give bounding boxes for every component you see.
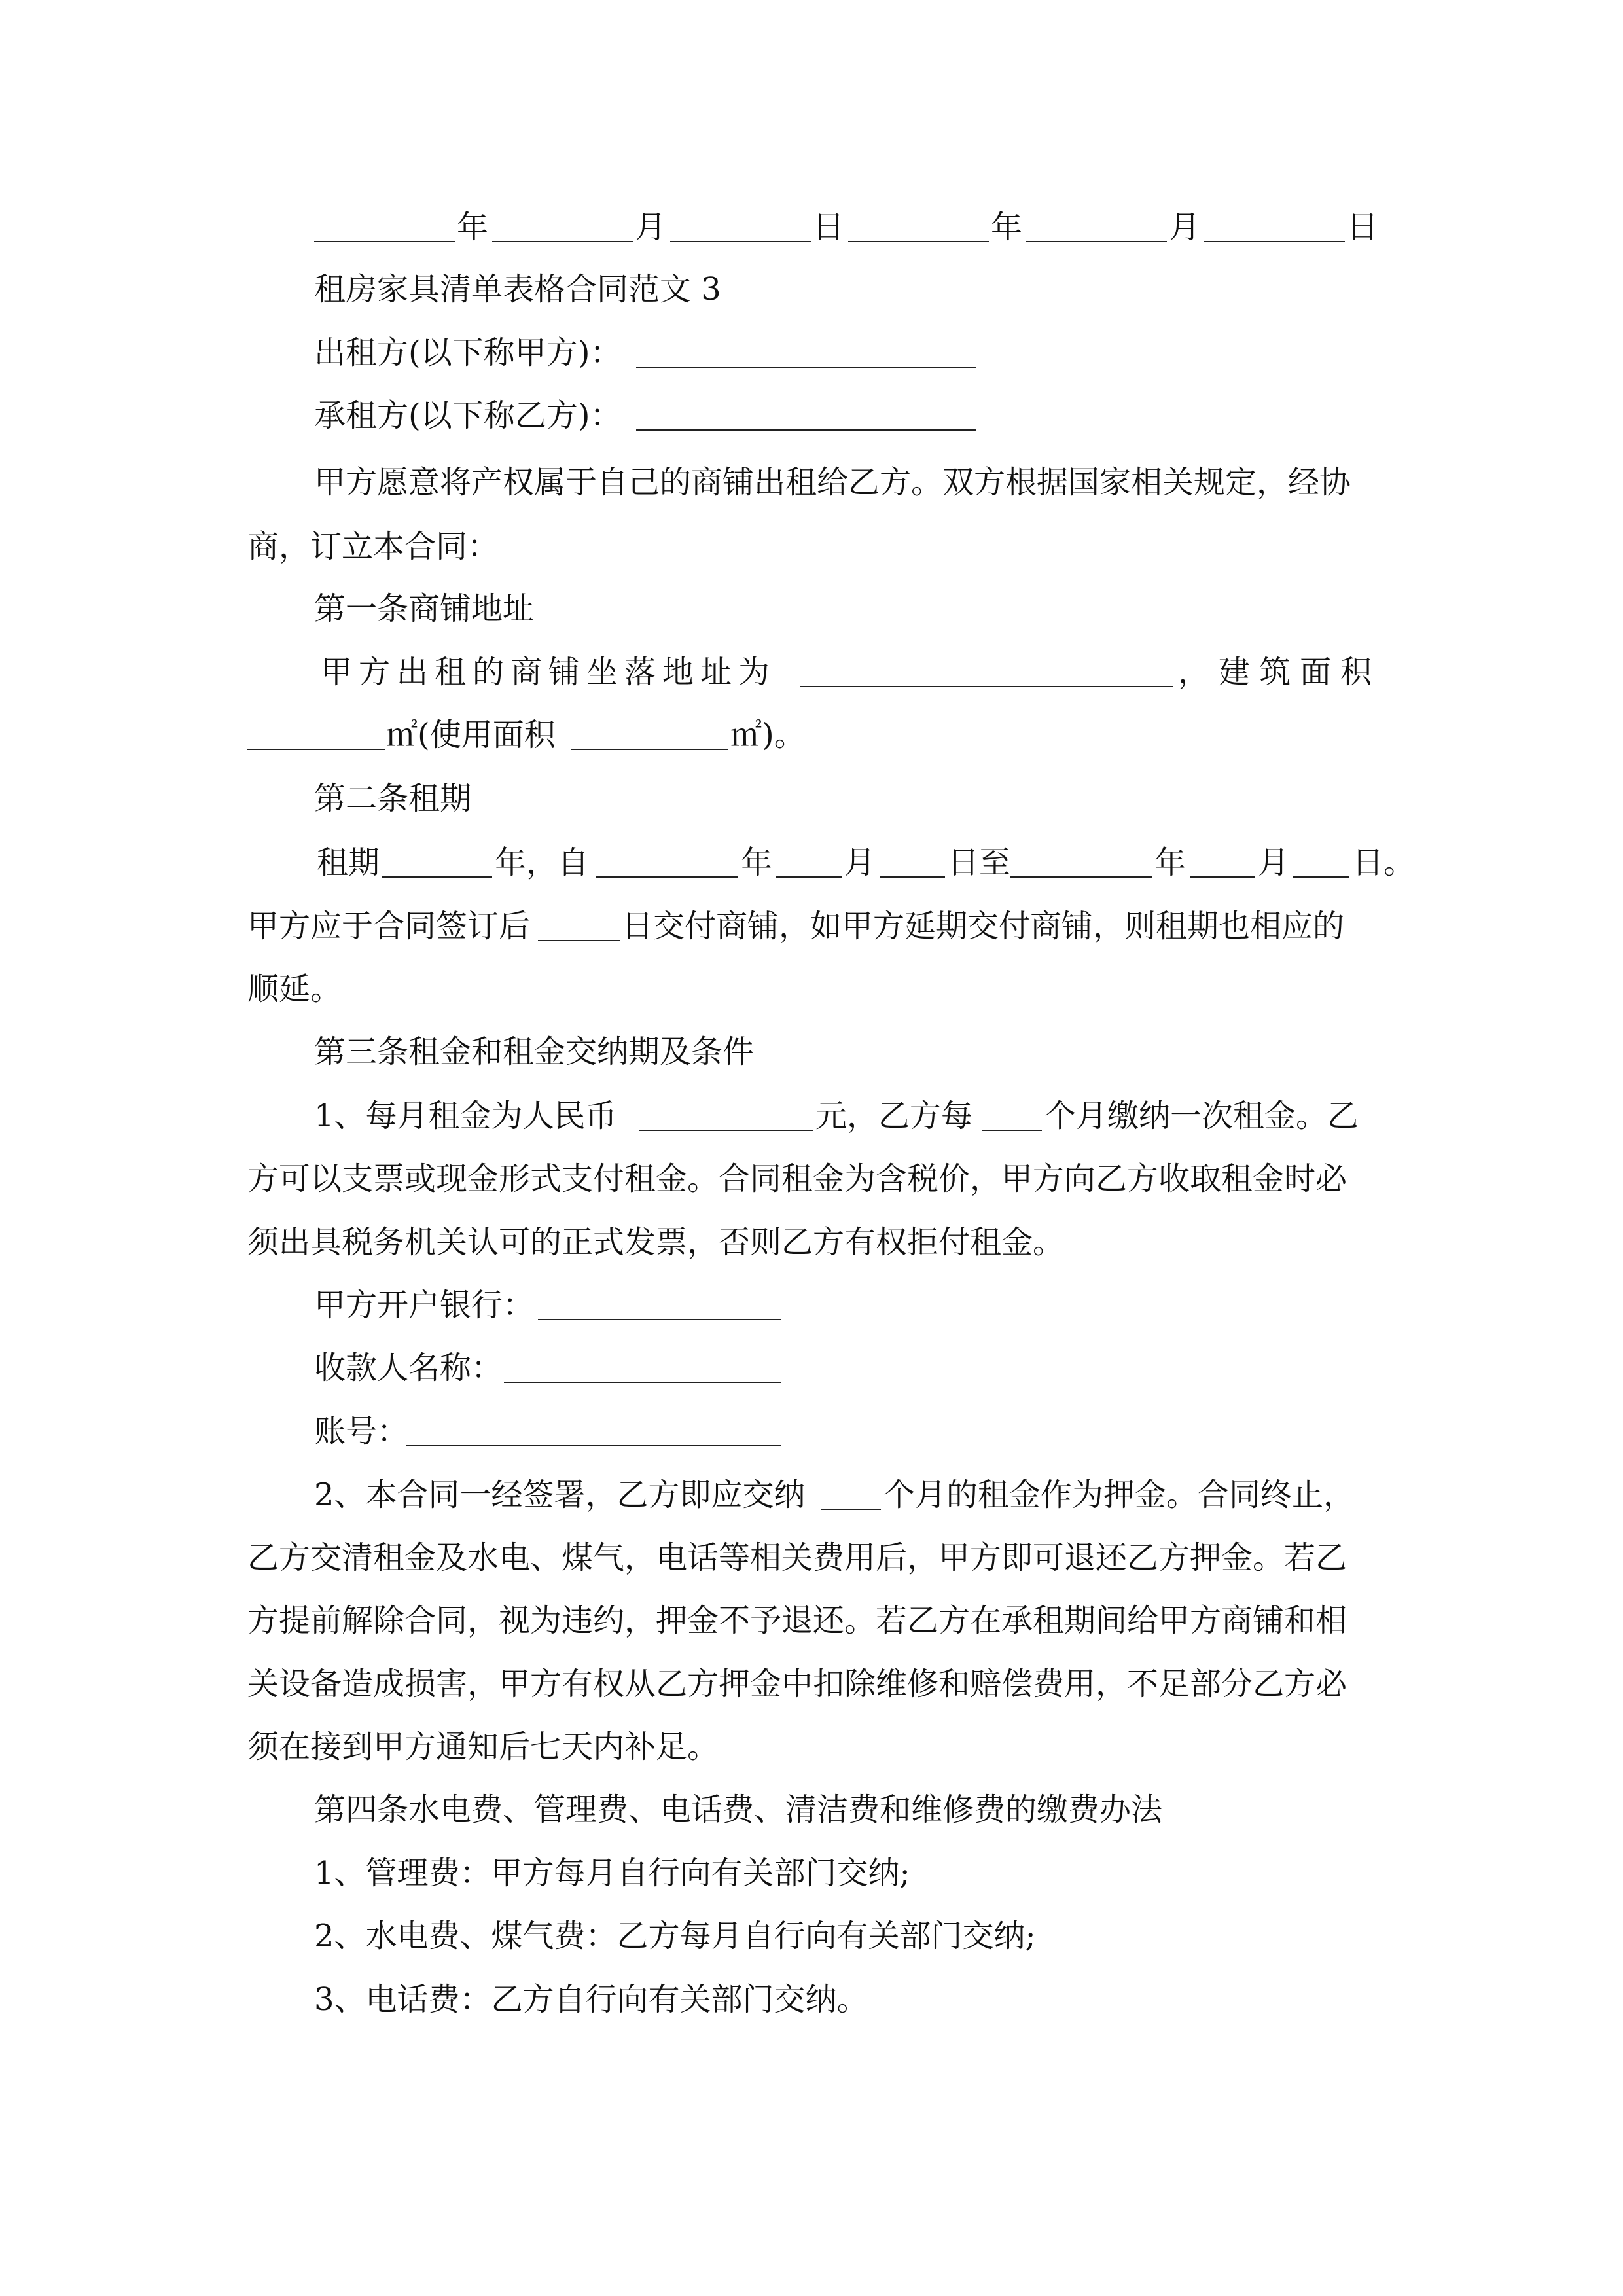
to-year-label: 年	[1154, 844, 1186, 881]
building-area-blank	[247, 749, 385, 750]
article-2-heading-text: 第二条租期	[314, 780, 472, 817]
article-1-line-2	[0, 702, 1623, 768]
term-from-label: 年，自	[495, 844, 590, 881]
article-3-item-2-line-1	[0, 1462, 1623, 1528]
article-2-line-1	[0, 830, 1623, 895]
lessee-label: 承租方(以下称乙方)：	[314, 397, 622, 434]
month-label-2: 月	[1169, 209, 1201, 245]
blank-day-2	[1204, 241, 1345, 242]
article-3-item-1-line-2	[0, 1146, 1623, 1211]
article-1-heading-text: 第一条商铺地址	[314, 590, 535, 627]
from-year-blank	[596, 876, 738, 878]
rent-frequency-label: 个月缴纳一次租金。乙	[1044, 1098, 1359, 1134]
article-4-heading	[0, 1777, 1623, 1842]
rent-label: 1、每月租金为人民币	[314, 1098, 617, 1134]
delivery-days-blank	[538, 940, 620, 941]
month-label-1: 月	[635, 209, 667, 245]
document-title	[0, 257, 1623, 322]
day-label-1: 日	[813, 209, 845, 245]
to-day-label: 日。	[1352, 844, 1416, 881]
delivery-text: 日交付商铺，如甲方延期交付商铺，则租期也相应的	[622, 908, 1345, 944]
day-label-2: 日	[1347, 209, 1379, 245]
blank-year-1	[314, 241, 455, 242]
rent-unit-label: 元，乙方每	[815, 1098, 973, 1134]
deposit-months-blank	[821, 1509, 881, 1510]
term-label: 租期	[317, 844, 380, 881]
utilities-fee-text: 2、水电费、煤气费：乙方每月自行向有关部门交纳;	[314, 1918, 1036, 1954]
phone-fee-text: 3、电话费：乙方自行向有关部门交纳。	[314, 1981, 868, 2018]
deposit-text-5: 须在接到甲方通知后七天内补足。	[247, 1729, 719, 1765]
article-3-item-1-line-3	[0, 1210, 1623, 1275]
article-3-item-2-line-2	[0, 1525, 1623, 1590]
management-fee-text: 1、管理费：甲方每月自行向有关部门交纳;	[314, 1855, 910, 1892]
intro-line-2	[0, 514, 1623, 579]
lessor-label: 出租方(以下称甲方)：	[314, 334, 622, 371]
title-text: 租房家具清单表格合同范文 3	[314, 271, 721, 308]
article-2-line-3	[0, 956, 1623, 1022]
lessor-line	[0, 320, 1623, 386]
from-month-label: 月	[844, 844, 876, 881]
deposit-text-2: 乙方交清租金及水电、煤气，电话等相关费用后，甲方即可退还乙方押金。若乙	[247, 1539, 1347, 1576]
deposit-label: 2、本合同一经签署，乙方即应交纳	[314, 1477, 806, 1513]
article-1-line-1	[0, 639, 1623, 705]
article-3-item-2-line-3	[0, 1588, 1623, 1653]
year-label-1: 年	[457, 209, 489, 245]
payee-blank	[504, 1382, 781, 1383]
to-month-blank	[1190, 876, 1255, 878]
article-4-item-1	[0, 1840, 1623, 1906]
address-blank	[800, 686, 1173, 687]
bank-line	[0, 1272, 1623, 1338]
payee-line	[0, 1335, 1623, 1401]
blank-year-2	[848, 241, 989, 242]
article-4-heading-text: 第四条水电费、管理费、电话费、清洁费和维修费的缴费办法	[314, 1791, 1163, 1828]
blank-day-1	[670, 241, 811, 242]
address-label: 甲方出租的商铺坐落地址为	[321, 654, 777, 691]
building-area-label: ，建筑面积	[1178, 654, 1382, 691]
from-year-label: 年	[741, 844, 773, 881]
rent-months-blank	[982, 1130, 1042, 1131]
payee-label: 收款人名称：	[314, 1350, 503, 1386]
blank-month-2	[1026, 241, 1167, 242]
payment-text-2: 须出具税务机关认可的正式发票，否则乙方有权拒付租金。	[247, 1224, 1065, 1261]
article-3-item-2-line-5	[0, 1714, 1623, 1780]
blank-month-1	[492, 241, 633, 242]
postpone-text: 顺延。	[247, 971, 342, 1007]
to-day-blank	[1293, 876, 1349, 878]
to-month-label: 月	[1258, 844, 1290, 881]
article-3-heading	[0, 1019, 1623, 1085]
article-4-item-3	[0, 1967, 1623, 2032]
intro-line-1	[0, 450, 1623, 515]
bank-blank	[538, 1319, 781, 1320]
from-month-blank	[776, 876, 842, 878]
article-2-heading	[0, 766, 1623, 831]
usable-area-blank	[571, 749, 728, 750]
from-day-to-label: 日至	[948, 844, 1011, 881]
bank-label: 甲方开户银行：	[314, 1287, 535, 1323]
delivery-label: 甲方应于合同签订后	[247, 908, 531, 944]
usable-area-end: ㎡)。	[730, 717, 806, 753]
account-label: 账号：	[314, 1413, 409, 1450]
rent-amount-blank	[639, 1130, 813, 1131]
account-line	[0, 1399, 1623, 1464]
article-4-item-2	[0, 1903, 1623, 1969]
lessee-blank	[636, 429, 976, 431]
account-blank	[406, 1445, 781, 1446]
from-day-blank	[880, 876, 945, 878]
article-3-heading-text: 第三条租金和租金交纳期及条件	[314, 1033, 755, 1070]
article-2-line-2	[0, 893, 1623, 959]
intro-text-1: 甲方愿意将产权属于自己的商铺出租给乙方。双方根据国家相关规定，经协	[314, 464, 1351, 501]
lessor-blank	[636, 367, 976, 368]
date-line	[0, 194, 1623, 260]
to-year-blank	[1010, 876, 1152, 878]
article-3-item-2-line-4	[0, 1651, 1623, 1717]
deposit-text-4: 关设备造成损害，甲方有权从乙方押金中扣除维修和赔偿费用，不足部分乙方必	[247, 1666, 1347, 1702]
usable-area-label: ㎡(使用面积	[386, 717, 556, 753]
year-label-2: 年	[991, 209, 1023, 245]
term-years-blank	[382, 876, 492, 878]
lessee-line	[0, 383, 1623, 448]
intro-text-2: 商，订立本合同：	[247, 528, 499, 565]
payment-text-1: 方可以支票或现金形式支付租金。合同租金为含税价，甲方向乙方收取租金时必	[247, 1160, 1347, 1197]
deposit-text: 个月的租金作为押金。合同终止，	[883, 1477, 1355, 1513]
article-1-heading	[0, 576, 1623, 641]
article-3-item-1-line-1	[0, 1083, 1623, 1149]
deposit-text-3: 方提前解除合同，视为违约，押金不予退还。若乙方在承租期间给甲方商铺和相	[247, 1602, 1347, 1639]
